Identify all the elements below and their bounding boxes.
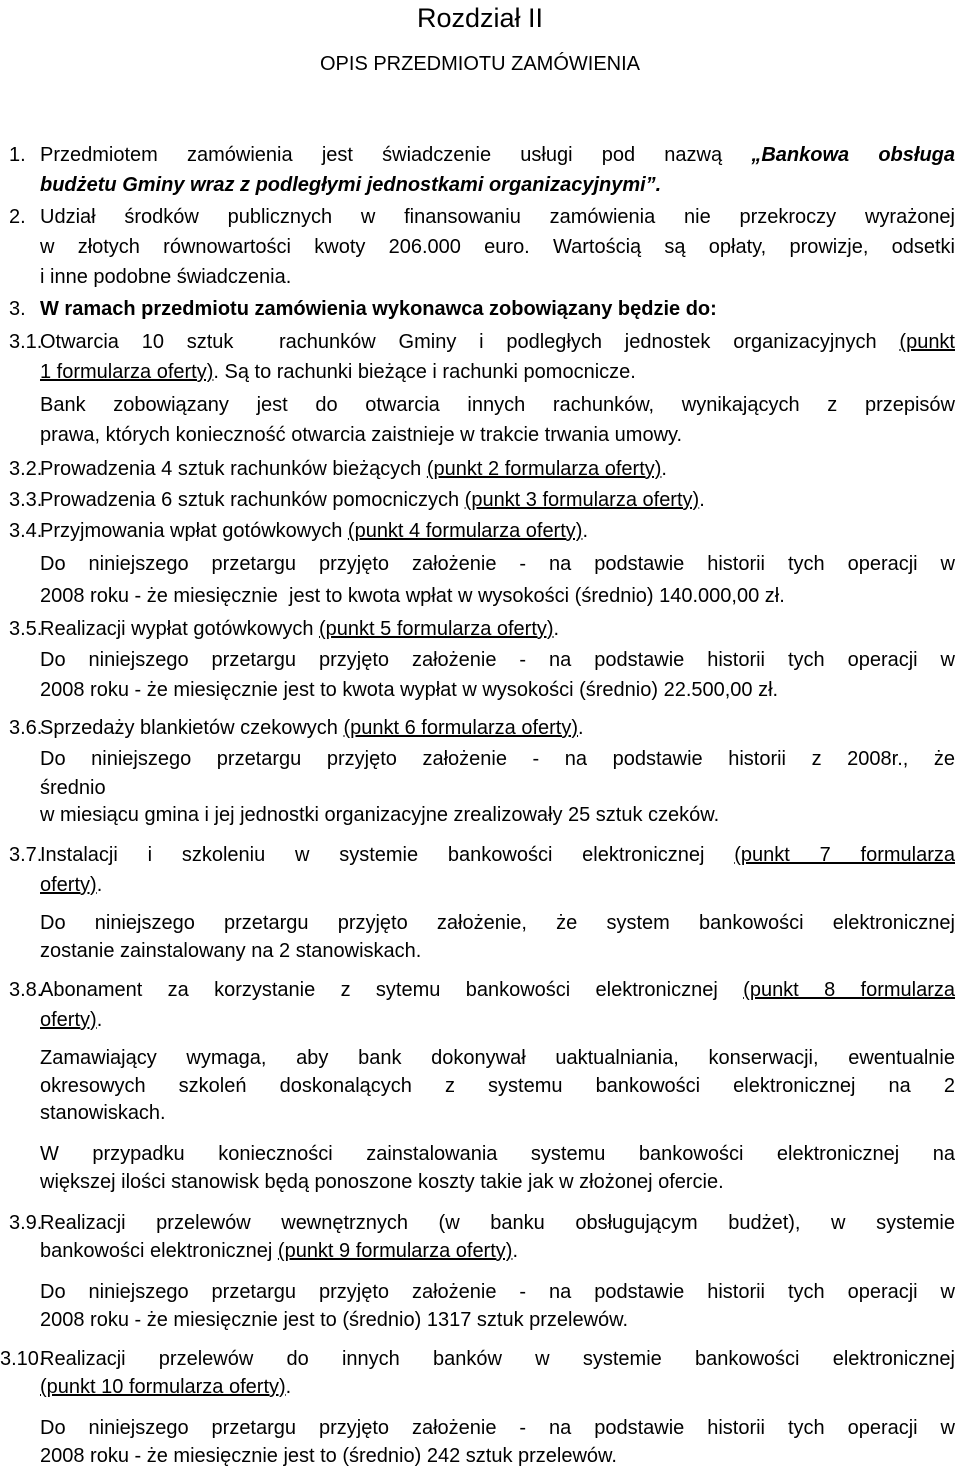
paragraph-line: Realizacji wypłat gotówkowych (punkt 5 formularza oferty). [40, 618, 560, 640]
item-number: 3. [9, 298, 26, 320]
paragraph-line: stanowiskach. [40, 1102, 166, 1124]
paragraph-line: prawa, których konieczność otwarcia zaistnieje w trakcie trwania umowy. [40, 424, 683, 446]
item-number: 3.8. [9, 979, 43, 1001]
paragraph-line: Otwarcia 10 sztuk rachunków Gminy i podległych jednostek organizacyjnych (punkt [40, 331, 955, 353]
paragraph-line: Do niniejszego przetargu przyjęto założenie - na podstawie historii tych operacji w [40, 649, 955, 671]
paragraph-line: bankowości elektronicznej (punkt 9 formularza oferty). [40, 1240, 518, 1262]
paragraph-line: 2008 roku - że miesięcznie jest to (średnio) 242 sztuk przelewów. [40, 1445, 617, 1467]
paragraph-line: (punkt 10 formularza oferty). [40, 1376, 292, 1398]
paragraph-line: Bank zobowiązany jest do otwarcia innych rachunków, wynikających z przepisów [40, 394, 955, 416]
item-number: 3.2. [9, 458, 43, 480]
paragraph-line: Do niniejszego przetargu przyjęto założenie, że system bankowości elektronicznej [40, 912, 955, 934]
paragraph-line: większej ilości stanowisk będą ponoszone koszty takie jak w złożonej ofercie. [40, 1171, 724, 1193]
item-number: 3.3. [9, 489, 43, 511]
chapter-title: Rozdział II [416, 3, 544, 33]
item-number: 3.10. [0, 1348, 45, 1370]
paragraph-line: Zamawiający wymaga, aby bank dokonywał uaktualniania, konserwacji, ewentualnie [40, 1047, 955, 1069]
paragraph-line: oferty). [40, 1009, 103, 1031]
item-number: 3.1. [9, 331, 43, 353]
item-number: 3.7. [9, 844, 43, 866]
paragraph-line: Przedmiotem zamówienia jest świadczenie usługi pod nazwą „Bankowa obsługa [40, 144, 955, 166]
paragraph-line: Udział środków publicznych w finansowaniu zamówienia nie przekroczy wyrażonej [40, 206, 955, 228]
paragraph-line: Abonament za korzystanie z sytemu bankowości elektronicznej (punkt 8 formularza [40, 979, 956, 1001]
item-number: 3.6. [9, 717, 43, 739]
paragraph-line: 2008 roku - że miesięcznie jest to kwota wpłat w wysokości (średnio) 140.000,00 zł. [40, 585, 785, 607]
item-number: 3.9. [9, 1212, 43, 1234]
paragraph-line: 2008 roku - że miesięcznie jest to (średnio) 1317 sztuk przelewów. [40, 1309, 629, 1331]
paragraph-line: Do niniejszego przetargu przyjęto założenie - na podstawie historii tych operacji w [40, 1281, 955, 1303]
chapter-subtitle: OPIS PRZEDMIOTU ZAMÓWIENIA [319, 53, 640, 75]
paragraph-line: W przypadku konieczności zainstalowania systemu bankowości elektronicznej na [40, 1143, 955, 1165]
paragraph-line: Do niniejszego przetargu przyjęto założenie - na podstawie historii tych operacji w [40, 553, 955, 575]
paragraph-line: Prowadzenia 6 sztuk rachunków pomocniczych (punkt 3 formularza oferty). [40, 489, 705, 511]
paragraph-line: oferty). [40, 874, 103, 896]
paragraph-line: okresowych szkoleń doskonalących z systemu bankowości elektronicznej na 2 [40, 1075, 955, 1097]
paragraph-line: Prowadzenia 4 sztuk rachunków bieżących (punkt 2 formularza oferty). [40, 458, 667, 480]
item-number: 1. [9, 144, 26, 166]
paragraph-line: i inne podobne świadczenia. [40, 266, 292, 288]
paragraph-line: Realizacji przelewów do innych banków w systemie bankowości elektronicznej [40, 1348, 955, 1370]
item-number: 3.4. [9, 520, 43, 542]
paragraph-line: zostanie zainstalowany na 2 stanowiskach. [40, 940, 422, 962]
paragraph-line: Przyjmowania wpłat gotówkowych (punkt 4 formularza oferty). [40, 520, 588, 542]
paragraph-line: w miesiącu gmina i jej jednostki organizacyjne zrealizowały 25 sztuk czeków. [40, 804, 720, 826]
paragraph-line: Do niniejszego przetargu przyjęto założenie - na podstawie historii tych operacji w [40, 1417, 955, 1439]
paragraph-line: średnio [40, 777, 106, 799]
paragraph-line: Instalacji i szkoleniu w systemie bankowości elektronicznej (punkt 7 formularza [40, 844, 955, 866]
section-heading: W ramach przedmiotu zamówienia wykonawca zobowiązany będzie do: [40, 298, 717, 320]
paragraph-line: Realizacji przelewów wewnętrznych (w banku obsługującym budżet), w systemie [40, 1212, 955, 1234]
paragraph-line: Sprzedaży blankietów czekowych (punkt 6 formularza oferty). [40, 717, 584, 739]
paragraph-line: 1 formularza oferty). Są to rachunki bieżące i rachunki pomocnicze. [40, 361, 636, 383]
paragraph-line: w złotych równowartości kwoty 206.000 euro. Wartością są opłaty, prowizje, odsetki [40, 236, 955, 258]
paragraph-line: Do niniejszego przetargu przyjęto założenie - na podstawie historii z 2008r., że [40, 748, 955, 770]
item-number: 2. [9, 206, 26, 228]
paragraph-line: budżetu Gminy wraz z podległymi jednostkami organizacyjnymi”. [40, 174, 662, 196]
item-number: 3.5. [9, 618, 43, 640]
paragraph-line: 2008 roku - że miesięcznie jest to kwota wypłat w wysokości (średnio) 22.500,00 zł. [40, 679, 779, 701]
